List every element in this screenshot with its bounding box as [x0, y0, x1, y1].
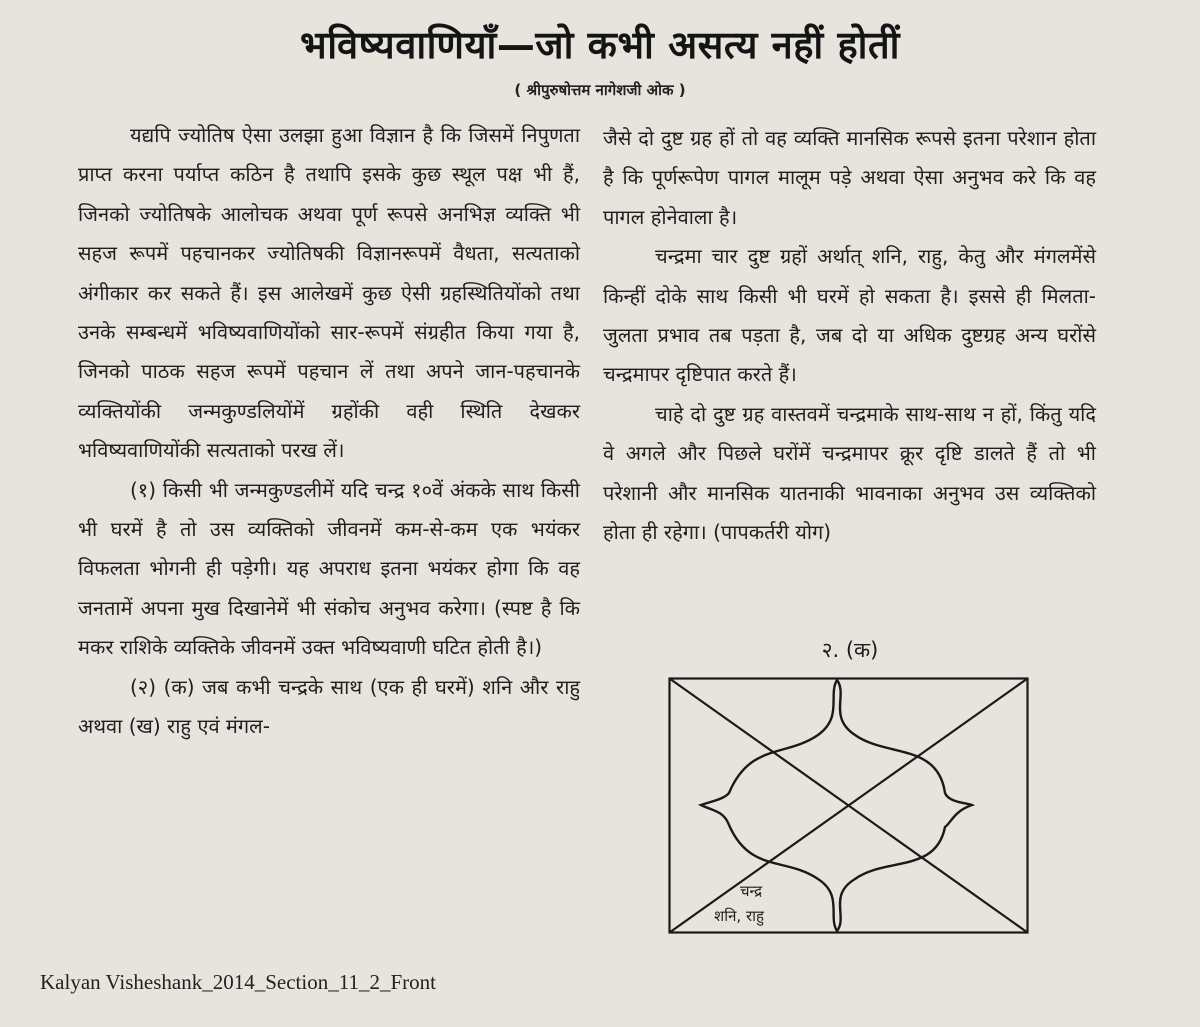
article-title: भविष्यवाणियाँ—जो कभी असत्य नहीं होतीं [300, 23, 900, 67]
continuation-paragraph: जैसे दो दुष्ट ग्रह हों तो वह व्यक्ति मानसिक रूपसे इतना परेशान होता है कि पूर्णरूपेण पागल मालूम पड़े अथवा ऐसा अनुभव करे कि वह पागल होनेवाला है। [603, 126, 1096, 229]
house-label-saturn-rahu: शनि, राहु [714, 907, 764, 925]
paapkartari-paragraph: चाहे दो दुष्ट ग्रह वास्तवमें चन्द्रमाके साथ-साथ न हों, किंतु यदि वे अगले और पिछले घरोंमें चन्द्रमापर क्रूर दृष्टि डालते हैं तो भी परेशानी और मानसिक यातनाकी भावनाका अनुभव उस व्यक्तिको होता ही रहेगा। (पापकर्तरी योग) [603, 401, 1096, 545]
chart-caption: २. (क) [821, 638, 879, 662]
left-column [78, 116, 580, 747]
horoscope-chart [668, 677, 1030, 935]
malefic-planets-paragraph: चन्द्रमा चार दुष्ट ग्रहों अर्थात् शनि, राहु, केतु और मंगलमेंसे किन्हीं दोके साथ किसी भी घरमें हो सकता है। इससे ही मिलता-जुलता प्रभाव तब पड़ता है, जब दो या अधिक दुष्टग्रह अन्य घरोंसे चन्द्रमापर दृष्टिपात करते हैं। [603, 244, 1096, 387]
author-byline: ( श्रीपुरुषोत्तम नागेशजी ओक ) [514, 81, 686, 99]
intro-paragraph: यद्यपि ज्योतिष ऐसा उलझा हुआ विज्ञान है कि जिसमें निपुणता प्राप्त करना पर्याप्त कठिन है तथापि इसके कुछ स्थूल पक्ष भी हैं, जिनको ज्योतिषके आलोचक अथवा पूर्ण रूपसे अनभिज्ञ व्यक्ति भी सहज रूपमें पहचानकर ज्योतिषकी विज्ञानरूपमें वैधता, सत्यताको अंगीकार कर सकते हैं। इस आलेखमें कुछ ऐसी ग्रहस्थितियोंको तथा उनके सम्बन्धमें भविष्यवाणियोंको सार-रूपमें संग्रहीत किया गया है, जिनको पाठक सहज रूपमें पहचान लें तथा अपने जान-पहचानके व्यक्तियोंकी जन्मकुण्डलियोंमें ग्रहोंकी वही स्थिति देखकर भविष्यवाणियोंकी सत्यताको परख लें। [78, 123, 580, 463]
prediction-1-paragraph: (१) किसी भी जन्मकुण्डलीमें यदि चन्द्र १०वें अंकके साथ किसी भी घरमें है तो उस व्यक्तिको जीवनमें कम-से-कम एक भयंकर विफलता भोगनी ही पड़ेगी। यह अपराध इतना भयंकर होगा कि वह जनतामें अपना मुख दिखानेमें भी संकोच अनुभव करेगा। (स्पष्ट है कि मकर राशिके व्यक्तिके जीवनमें उक्त भविष्यवाणी घटित होती है।) [78, 477, 580, 660]
house-label-moon: चन्द्र [740, 882, 763, 900]
prediction-2-paragraph: (२) (क) जब कभी चन्द्रके साथ (एक ही घरमें) शनि और राहु अथवा (ख) राहु एवं मंगल- [78, 674, 580, 739]
footer-source: Kalyan Visheshank_2014_Section_11_2_Front [40, 970, 436, 994]
right-column [603, 119, 1096, 552]
